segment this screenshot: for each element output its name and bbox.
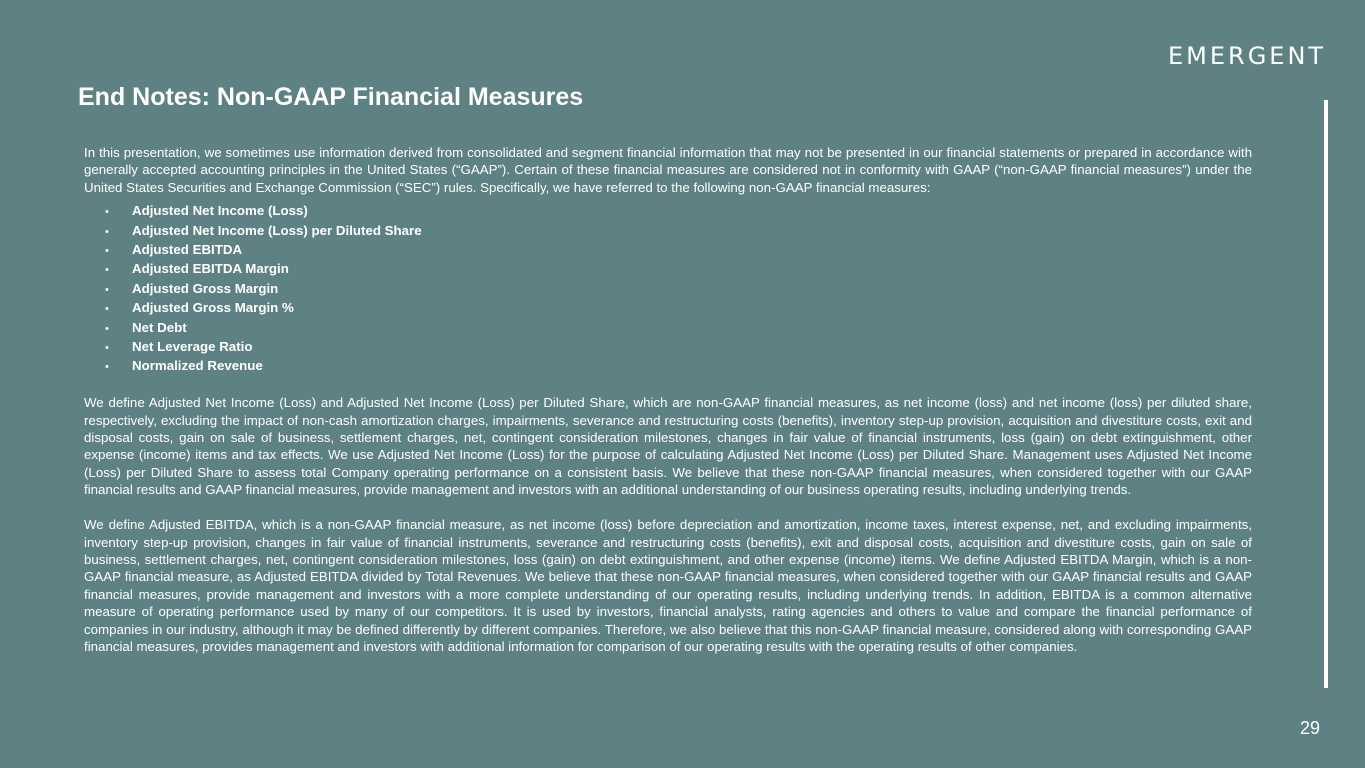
bullet-icon: • xyxy=(105,206,109,219)
measure-label: Adjusted EBITDA xyxy=(132,242,243,258)
list-item xyxy=(84,299,1252,318)
emergent-logo: EMERGENT xyxy=(1168,42,1327,70)
bullet-icon: • xyxy=(105,264,109,277)
measure-label: Adjusted Net Income (Loss) xyxy=(132,203,308,219)
ebitda-paragraph: We define Adjusted EBITDA, which is a non-GAAP financial measure, as net income (loss) before depreciation and amortization, income taxes, interest expense, net, and excluding impairments, inventory step-up provision, changes in fair value of financial instruments, severance and restructuring costs (benefits), exit and disposal costs, acquisition and divestiture costs, gain on sale of business, settlement charges, net, contingent consideration milestones, loss (gain) on debt extinguishment, and other expense (income) items. We define Adjusted EBITDA Margin, which is a non-GAAP financial measure, as Adjusted EBITDA divided by Total Revenues. We believe that these non-GAAP financial measures, when considered together with our GAAP financial results and GAAP financial measures, provide management and investors with a more complete understanding of our operating results, including underlying trends. In addition, EBITDA is a common alternative measure of operating performance used by many of our competitors. It is used by investors, financial analysts, rating agencies and others to value and compare the financial performance of companies in our industry, although it may be defined differently by different companies. Therefore, we also believe that this non-GAAP financial measure, considered along with corresponding GAAP financial measures, provides management and investors with additional information for comparison of our operating results with the operating results of other companies. xyxy=(84,517,1252,654)
measure-label: Net Debt xyxy=(132,319,187,335)
bullet-icon: • xyxy=(105,225,109,238)
measure-label: Adjusted Net Income (Loss) per Diluted Share xyxy=(132,222,422,238)
measure-label: Adjusted EBITDA Margin xyxy=(132,261,289,277)
list-item xyxy=(84,222,1252,241)
list-item xyxy=(84,280,1252,299)
bullet-icon: • xyxy=(105,361,109,374)
list-item xyxy=(84,357,1252,376)
non-gaap-measures-list xyxy=(84,202,1252,377)
bullet-icon: • xyxy=(105,322,109,335)
net-income-paragraph: We define Adjusted Net Income (Loss) and Adjusted Net Income (Loss) per Diluted Share, which are non-GAAP financial measures, as net income (loss) and net income (loss) per diluted share, respectively, excluding the impact of non-cash amortization charges, impairments, severance and restructuring costs (benefits), inventory step-up provision, acquisition and divestiture costs, exit and disposal costs, gain on sale of business, settlement charges, net, contingent consideration milestones, changes in fair value of financial instruments, loss (gain) on debt extinguishment, other expense (income) items and tax effects. We use Adjusted Net Income (Loss) for the purpose of calculating Adjusted Net Income (Loss) per Diluted Share. Management uses Adjusted Net Income (Loss) per Diluted Share to assess total Company operating performance on a consistent basis. We believe that these non-GAAP financial measures, when considered together with our GAAP financial results and GAAP financial measures, provide management and investors with an additional understanding of our business operating results, including underlying trends. xyxy=(84,395,1252,498)
list-item xyxy=(84,319,1252,338)
list-item xyxy=(84,338,1252,357)
page-number: 29 xyxy=(1300,718,1321,738)
bullet-icon: • xyxy=(105,245,109,258)
bullet-icon: • xyxy=(105,283,109,296)
list-item xyxy=(84,202,1252,221)
accent-divider xyxy=(1324,100,1328,688)
list-item xyxy=(84,241,1252,260)
measure-label: Normalized Revenue xyxy=(132,358,263,374)
slide-title: End Notes: Non-GAAP Financial Measures xyxy=(78,83,584,111)
slide-body xyxy=(84,144,1252,655)
measure-label: Adjusted Gross Margin xyxy=(132,280,279,296)
intro-paragraph: In this presentation, we sometimes use information derived from consolidated and segment financial information that may not be presented in our financial statements or prepared in accordance with generally accepted accounting principles in the United States (“GAAP”). Certain of these financial measures are considered not in conformity with GAAP (“non-GAAP financial measures”) under the United States Securities and Exchange Commission (“SEC”) rules. Specifically, we have referred to the following non-GAAP financial measures: xyxy=(84,145,1252,195)
list-item xyxy=(84,260,1252,279)
bullet-icon: • xyxy=(105,303,109,316)
measure-label: Net Leverage Ratio xyxy=(132,339,253,355)
measure-label: Adjusted Gross Margin % xyxy=(132,300,294,316)
bullet-icon: • xyxy=(105,342,109,355)
